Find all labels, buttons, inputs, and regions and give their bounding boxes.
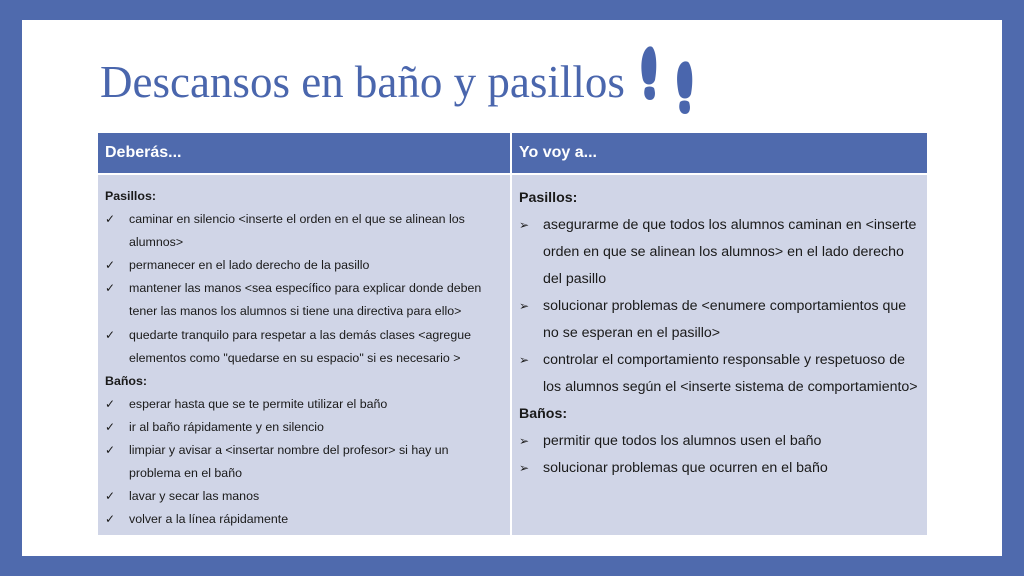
- slide-title: Descansos en baño y pasillos: [100, 57, 625, 107]
- teacher-commitments-cell: [511, 174, 927, 535]
- footprints-icon: [639, 44, 699, 116]
- hallway-heading: Pasillos:: [519, 190, 578, 206]
- list-item: [105, 393, 503, 416]
- checkmark-icon: ✓: [105, 281, 116, 296]
- hallway-list: [519, 212, 920, 401]
- bathroom-list: [519, 428, 920, 482]
- list-item: [105, 416, 503, 439]
- list-item: [105, 254, 503, 277]
- list-item-text: controlar el comportamiento responsable y respetuoso de los alumnos según el <inserte sistema de comportamiento>: [543, 352, 918, 395]
- arrow-bullet-icon: ➢: [519, 353, 530, 367]
- arrow-bullet-icon: ➢: [519, 461, 530, 475]
- bathroom-list: [105, 393, 503, 532]
- hallway-heading: Pasillos:: [105, 189, 156, 203]
- list-item-text: solucionar problemas que ocurren en el baño: [543, 460, 828, 476]
- checkmark-icon: ✓: [105, 443, 116, 458]
- list-item: [105, 508, 503, 531]
- list-item-text: limpiar y avisar a <insertar nombre del profesor> si hay un problema en el baño: [129, 443, 449, 481]
- checkmark-icon: ✓: [105, 212, 116, 227]
- list-item-text: lavar y secar las manos: [129, 489, 260, 504]
- bathroom-heading: Baños:: [105, 373, 147, 388]
- checkmark-icon: ✓: [105, 489, 116, 504]
- list-item: [105, 439, 503, 485]
- list-item: [519, 347, 920, 401]
- hallway-list: [105, 208, 503, 370]
- list-item-text: caminar en silencio <inserte el orden en el que se alinean los alumnos>: [129, 212, 465, 250]
- list-item-text: permanecer en el lado derecho de la pasillo: [129, 258, 370, 273]
- list-item: [519, 455, 920, 482]
- list-item-text: asegurarme de que todos los alumnos caminan en <inserte orden en que se alinean los alumnos> en el lado derecho del pasillo: [543, 217, 917, 287]
- header-i-will: Yo voy a...: [511, 133, 927, 174]
- list-item: [519, 428, 920, 455]
- title-row: [100, 48, 699, 116]
- checkmark-icon: ✓: [105, 258, 116, 273]
- checkmark-icon: ✓: [105, 327, 116, 342]
- arrow-bullet-icon: ➢: [519, 434, 530, 448]
- arrow-bullet-icon: ➢: [519, 218, 530, 232]
- slide: [22, 20, 1002, 556]
- list-item-text: esperar hasta que se te permite utilizar el baño: [129, 396, 388, 411]
- list-item: [105, 208, 503, 254]
- table-header-row: [98, 133, 927, 174]
- list-item: [519, 212, 920, 293]
- list-item: [105, 485, 503, 508]
- checkmark-icon: ✓: [105, 396, 116, 411]
- checkmark-icon: ✓: [105, 419, 116, 434]
- table-row: [98, 174, 927, 535]
- checkmark-icon: ✓: [105, 512, 116, 527]
- arrow-bullet-icon: ➢: [519, 299, 530, 313]
- student-expectations-cell: [98, 174, 511, 535]
- list-item-text: solucionar problemas de <enumere comportamientos que no se esperan en el pasillo>: [543, 298, 907, 341]
- list-item: [105, 324, 503, 370]
- list-item: [105, 277, 503, 323]
- list-item-text: permitir que todos los alumnos usen el baño: [543, 433, 822, 449]
- rules-table: [98, 133, 927, 535]
- bathroom-heading: Baños:: [519, 406, 568, 422]
- list-item-text: volver a la línea rápidamente: [129, 512, 289, 527]
- list-item-text: quedarte tranquilo para respetar a las demás clases <agregue elementos como "quedarse en su espacio" si es necesario >: [129, 327, 471, 365]
- list-item-text: mantener las manos <sea específico para explicar donde deben tener las manos los alumnos si tiene una directiva para ello>: [129, 281, 482, 319]
- list-item: [519, 293, 920, 347]
- header-you-will: Deberás...: [98, 133, 511, 174]
- list-item-text: ir al baño rápidamente y en silencio: [129, 419, 324, 434]
